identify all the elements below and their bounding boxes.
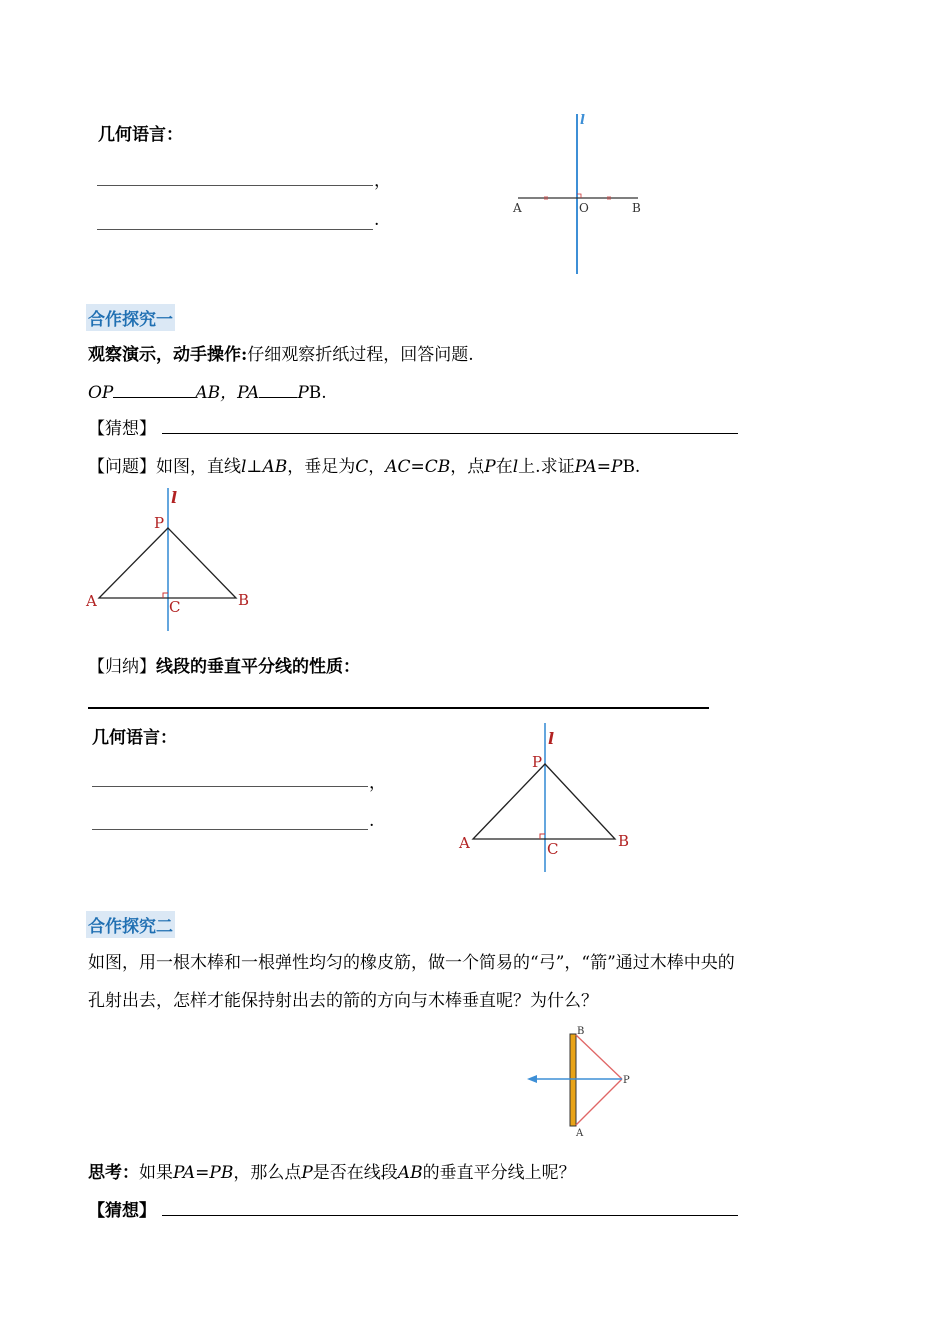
label-l: l bbox=[580, 113, 585, 128]
problem-text: 如图，直线 bbox=[156, 457, 241, 477]
equals: = bbox=[195, 1163, 210, 1183]
think-text: ，那么点 bbox=[233, 1163, 302, 1183]
pb-b: B. bbox=[308, 383, 327, 403]
problem-text: 在 bbox=[495, 457, 513, 477]
problem-text: 上.求证 bbox=[518, 457, 575, 477]
answer-line[interactable] bbox=[97, 185, 373, 186]
think-text: 的垂直平分线上呢？ bbox=[422, 1163, 576, 1183]
op-question-line bbox=[88, 378, 327, 403]
geo-lang-label-1: 几何语言： bbox=[98, 125, 183, 145]
label-C: C bbox=[169, 598, 181, 616]
triangle-PAB bbox=[473, 764, 615, 839]
figure-triangle-2 bbox=[455, 720, 635, 878]
label-A: A bbox=[86, 592, 97, 610]
rubber-band-upper bbox=[576, 1035, 622, 1079]
ab-label: AB， bbox=[195, 383, 238, 403]
guess-label-1: 【猜想】 bbox=[88, 419, 156, 439]
pb-p: P bbox=[297, 383, 309, 403]
think-label: 思考： bbox=[88, 1163, 139, 1183]
problem-pa: PA bbox=[574, 457, 597, 477]
rubber-band-lower bbox=[576, 1079, 622, 1125]
problem-text: ，垂足为 bbox=[287, 457, 356, 477]
problem-pb-p: P bbox=[610, 457, 623, 477]
answer-line[interactable] bbox=[97, 229, 373, 230]
problem-ac: AC bbox=[385, 457, 411, 477]
figure-triangle-1 bbox=[84, 486, 264, 636]
arrow-head bbox=[527, 1075, 537, 1083]
label-P: P bbox=[154, 514, 165, 532]
observe-bold: 观察演示，动手操作: bbox=[88, 345, 248, 365]
equals: = bbox=[410, 457, 425, 477]
problem-label: 【问题】 bbox=[88, 457, 156, 477]
think-pa: PA bbox=[173, 1163, 196, 1183]
equals: = bbox=[596, 457, 611, 477]
pa-label: PA bbox=[237, 383, 260, 403]
summary-answer-line[interactable] bbox=[88, 707, 709, 709]
section-heading-2: 合作探究二 bbox=[86, 911, 175, 938]
label-B: B bbox=[238, 591, 250, 609]
figure-bow-arrow bbox=[520, 1022, 640, 1138]
think-ab: AB bbox=[397, 1163, 423, 1183]
guess-answer-line[interactable] bbox=[162, 1215, 738, 1216]
paragraph-line-2: 孔射出去，怎样才能保持射出去的箭的方向与木棒垂直呢？为什么？ bbox=[88, 991, 598, 1011]
section-heading-1: 合作探究一 bbox=[86, 304, 175, 331]
think-text: 是否在线段 bbox=[312, 1163, 398, 1183]
label-l: l bbox=[548, 729, 555, 748]
label-l: l bbox=[171, 488, 178, 507]
summary-bold: 线段的垂直平分线的性质： bbox=[156, 657, 360, 677]
label-B: B bbox=[577, 1026, 585, 1037]
label-P: P bbox=[532, 753, 543, 771]
period: . bbox=[369, 811, 375, 831]
think-line bbox=[88, 1158, 576, 1183]
label-O: O bbox=[579, 201, 589, 215]
problem-pb-b: B. bbox=[622, 457, 641, 477]
perp-symbol: ⊥ bbox=[246, 457, 263, 477]
guess-label-2: 【猜想】 bbox=[88, 1201, 156, 1221]
label-P: P bbox=[623, 1075, 630, 1086]
problem-p: P bbox=[484, 457, 496, 477]
label-B: B bbox=[632, 201, 641, 215]
paragraph-line-1: 如图，用一根木棒和一根弹性均匀的橡皮筋，做一个简易的“弓”，“箭”通过木棒中央的 bbox=[88, 953, 735, 973]
observe-line bbox=[88, 340, 474, 365]
guess-answer-line[interactable] bbox=[162, 433, 738, 434]
label-A: A bbox=[513, 201, 522, 215]
label-A: A bbox=[459, 834, 470, 852]
wooden-stick bbox=[570, 1034, 576, 1126]
comma: ， bbox=[369, 773, 386, 793]
answer-line[interactable] bbox=[92, 786, 368, 787]
problem-l: l bbox=[241, 457, 247, 477]
think-pb: PB bbox=[209, 1163, 234, 1183]
label-C: C bbox=[547, 840, 559, 858]
problem-cb: CB bbox=[424, 457, 451, 477]
problem-line bbox=[88, 452, 640, 477]
problem-text: ，点 bbox=[450, 457, 485, 477]
blank-pa-pb[interactable] bbox=[259, 397, 297, 398]
geo-lang-label-2: 几何语言： bbox=[92, 728, 177, 748]
think-text: 如果 bbox=[139, 1163, 173, 1183]
think-p: P bbox=[301, 1163, 313, 1183]
problem-ab: AB bbox=[262, 457, 288, 477]
problem-text: ， bbox=[368, 457, 386, 477]
label-A: A bbox=[576, 1128, 584, 1138]
op-label: OP bbox=[88, 383, 114, 403]
period: . bbox=[374, 210, 380, 230]
comma: ， bbox=[374, 171, 391, 191]
summary-line bbox=[88, 652, 360, 677]
label-B: B bbox=[618, 832, 630, 850]
figure-perpendicular-line bbox=[500, 108, 660, 280]
summary-label: 【归纳】 bbox=[88, 657, 156, 677]
problem-l: l bbox=[512, 457, 519, 477]
problem-c: C bbox=[355, 457, 369, 477]
answer-line[interactable] bbox=[92, 829, 368, 830]
blank-op-ab[interactable] bbox=[113, 397, 195, 398]
observe-text: 仔细观察折纸过程，回答问题. bbox=[247, 345, 474, 365]
